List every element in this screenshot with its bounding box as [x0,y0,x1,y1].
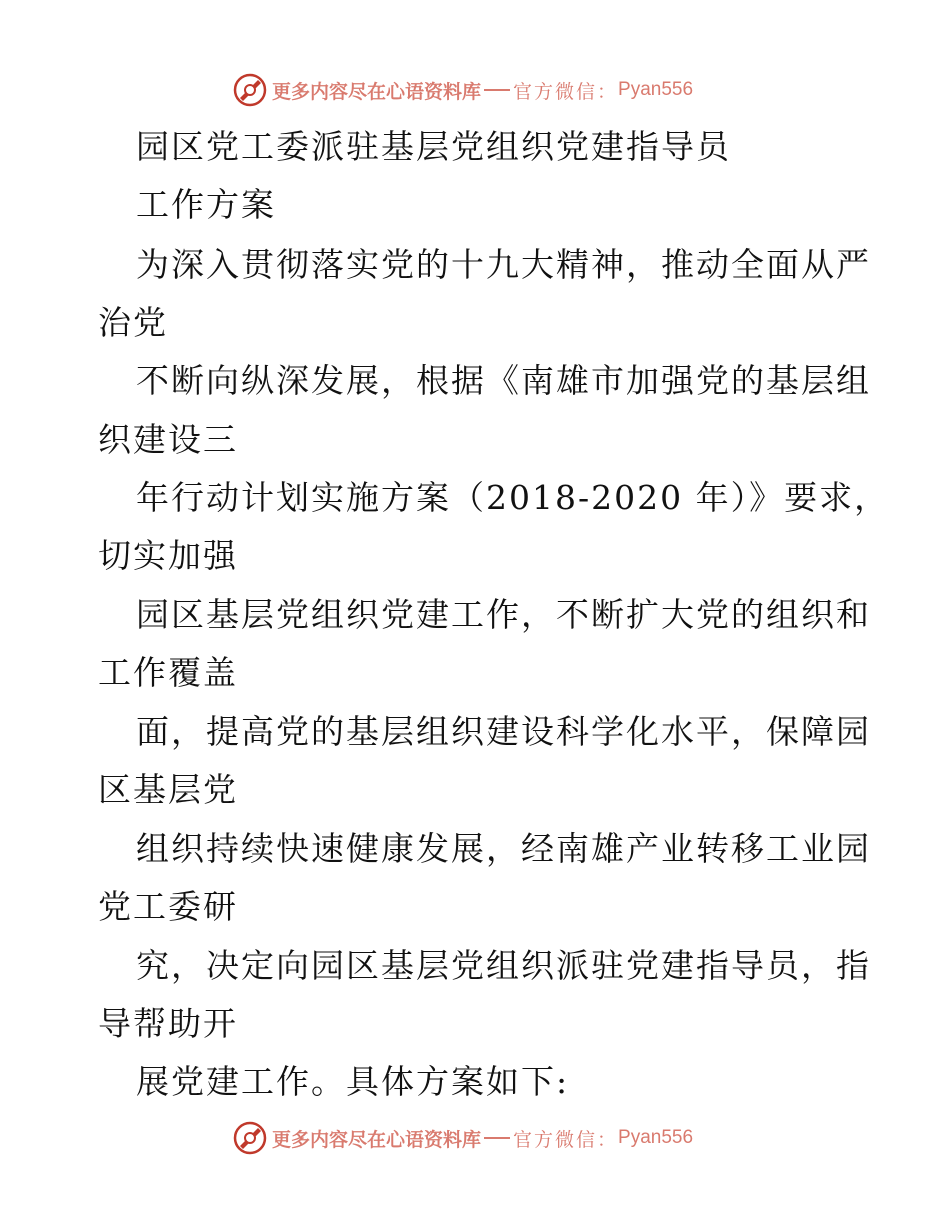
watermark-main-text: 更多内容尽在心语资料库 [272,1128,482,1151]
body-line: 工作覆盖 [98,653,238,692]
body-line: 区基层党 [98,770,238,809]
title-line-2: 工作方案 [136,185,276,224]
body-line: 导帮助开 [98,1004,238,1043]
body-line: 织建设三 [98,420,238,459]
body-line: 党工委研 [98,887,238,926]
header-watermark [232,70,693,110]
watermark-official-label: 官方微信： [513,1128,619,1151]
watermark-separator [484,1137,510,1139]
body-line: 组织持续快速健康发展，经南雄产业转移工业园 [136,829,871,868]
body-line: 展党建工作。具体方案如下: [136,1062,570,1101]
body-line: 为深入贯彻落实党的十九大精神，推动全面从严 [136,245,871,284]
body-line: 年行动计划实施方案（2018-2020 年）》要求， [136,478,890,517]
footer-watermark [232,1118,693,1158]
body-line: 园区基层党组织党建工作，不断扩大党的组织和 [136,595,871,634]
body-line: 切实加强 [98,536,238,575]
seal-logo-icon [232,72,268,108]
watermark-official-label: 官方微信： [513,80,619,103]
title-line-1: 园区党工委派驻基层党组织党建指导员 [136,127,731,166]
watermark-separator [484,89,510,91]
body-line: 究，决定向园区基层党组织派驻党建指导员，指 [136,946,871,985]
seal-logo-icon [232,1120,268,1156]
body-line: 不断向纵深发展，根据《南雄市加强党的基层组 [136,361,871,400]
watermark-main-text: 更多内容尽在心语资料库 [272,80,482,103]
body-line: 面，提高党的基层组织建设科学化水平，保障园 [136,712,871,751]
body-line: 治党 [98,303,168,342]
watermark-wechat-id: Pyan556 [618,1127,694,1148]
watermark-wechat-id: Pyan556 [618,79,694,100]
